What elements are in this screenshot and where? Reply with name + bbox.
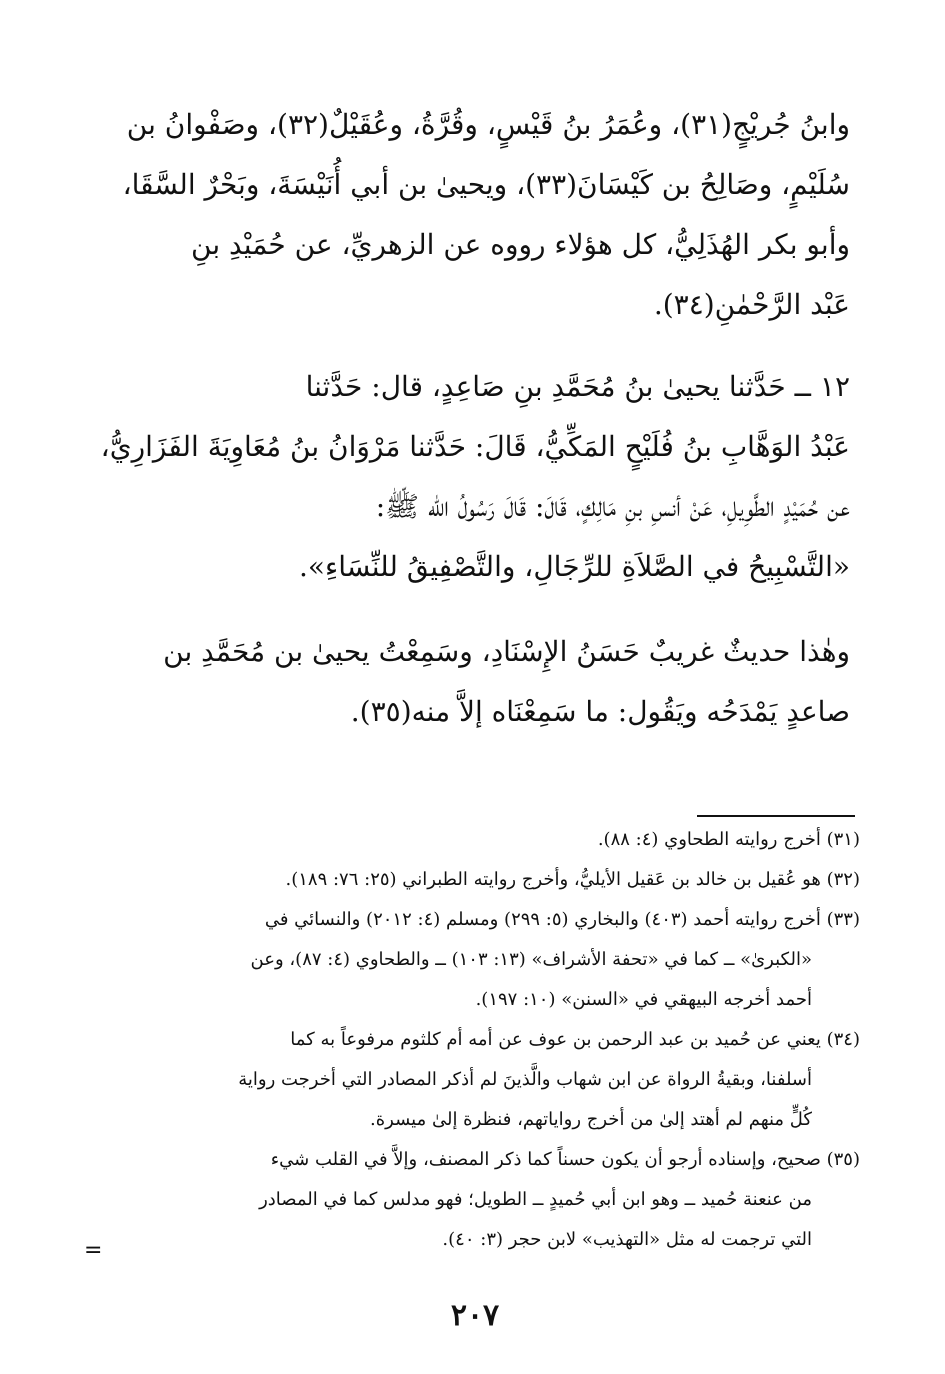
footnote-line: (٣١) أخرج روايته الطحاوي (٤: ٨٨). [597,829,860,850]
footnote-line: من عنعنة حُميد ــ وهو ابن أبي حُميدٍ ــ الطويل؛ فهو مدلس كما في المصادر [259,1189,812,1210]
footnote-line: أحمد أخرجه البيهقي في «السنن» (١٠: ١٩٧). [475,989,812,1010]
text-line: «التَّسْبِيحُ في الصَّلاَةِ للرِّجَالِ، والتَّصْفِيقُ للنِّسَاءِ». [299,550,850,583]
footnote-line: (٣٣) أخرج روايته أحمد (٤٠٣) والبخاري (٥: ٢٩٩) ومسلم (٤: ٢٠١٢) والنسائي في [264,909,860,930]
page-number: ٢٠٧ [450,1298,500,1333]
text-line: عَبْدُ الوَهَّابِ بنُ فُلَيْحٍ المَكِّيُّ، قَالَ: حَدَّثنا مَرْوَانُ بنُ مُعَاوِيَةَ الفَزَارِيُّ، [100,430,850,463]
text-line: وأبو بكر الهُذَلِيُّ، كل هؤلاء رووه عن الزهريِّ، عن حُمَيْدِ بنِ [191,228,850,261]
footnote-31 [100,820,860,860]
footnote-34 [100,1020,860,1140]
footnote-line: التي ترجمت له مثل «التهذيب» لابن حجر (٣: ٤٠). [442,1229,812,1250]
paragraph-hadith-12 [100,357,850,597]
footnote-line: كُلٍّ منهم لم أهتد إلىٰ من أخرج رواياتهم، فنظرة إلىٰ ميسرة. [370,1109,812,1130]
footnote-line: (٣٢) هو عُقيل بن خالد بن عَقيل الأيليُّ، وأخرج روايته الطبراني (٢٥: ٧٦: ١٨٩). [285,869,860,890]
footnote-line: (٣٥) صحيح، وإسناده أرجو أن يكون حسناً كما ذكر المصنف، وإلاَّ في القلب شيء [270,1149,860,1170]
footnote-35 [100,1140,860,1260]
paragraph-narrators [100,95,850,335]
text-line: عَبْد الرَّحْمٰنِ(٣٤). [653,288,850,321]
text-line: وهٰذا حديثٌ غريبٌ حَسَنُ الإِسْنَادِ، وسَمِعْتُ يحيىٰ بن مُحَمَّدِ بن [163,635,850,668]
continuation-mark: = [84,1238,103,1263]
footnote-33 [100,900,860,1020]
text-line: ١٢ ــ حَدَّثنا يحيىٰ بنُ مُحَمَّدِ بنِ صَاعِدٍ، قال: حَدَّثنا [305,370,850,403]
text-line: صاعدٍ يَمْدَحُه ويَقُول: ما سَمِعْنَاه إلاَّ منه(٣٥). [350,695,850,728]
text-line: سُلَيْمٍ، وصَالِحُ بن كَيْسَانَ(٣٣)، ويحيىٰ بن أبي أُنَيْسَةَ، وبَحْرٌ السَّقَا، [122,168,850,201]
text-line: وابنُ جُريْجٍ(٣١)، وعُمَرُ بنُ قَيْسٍ، وقُرَّةُ، وعُقَيْلٌ(٣٢)، وصَفْوانُ بن [126,108,850,141]
footnote-line: (٣٤) يعني عن حُميد بن عبد الرحمن بن عوف عن أمه أم كلثوم مرفوعاً به كما [290,1029,860,1050]
footnote-line: أسلفنا، وبقيةُ الرواة عن ابن شهاب والَّذينَ لم أذكر المصادر التي أخرجت رواية [238,1069,812,1090]
paragraph-commentary [100,622,850,742]
footnote-divider [697,815,855,817]
footnote-32 [100,860,860,900]
text-line: عن حُمَيْدٍ الطَّوِيلِ، عَنْ أنسِ بنِ مَالِكٍ، قَالَ: قَالَ رَسُولُ الله ﷺ: [375,490,850,523]
footnote-line: «الكبرىٰ» ــ كما في «تحفة الأشراف» (١٣: ١٠٣) ــ والطحاوي (٤: ٨٧)، وعن [250,949,812,970]
